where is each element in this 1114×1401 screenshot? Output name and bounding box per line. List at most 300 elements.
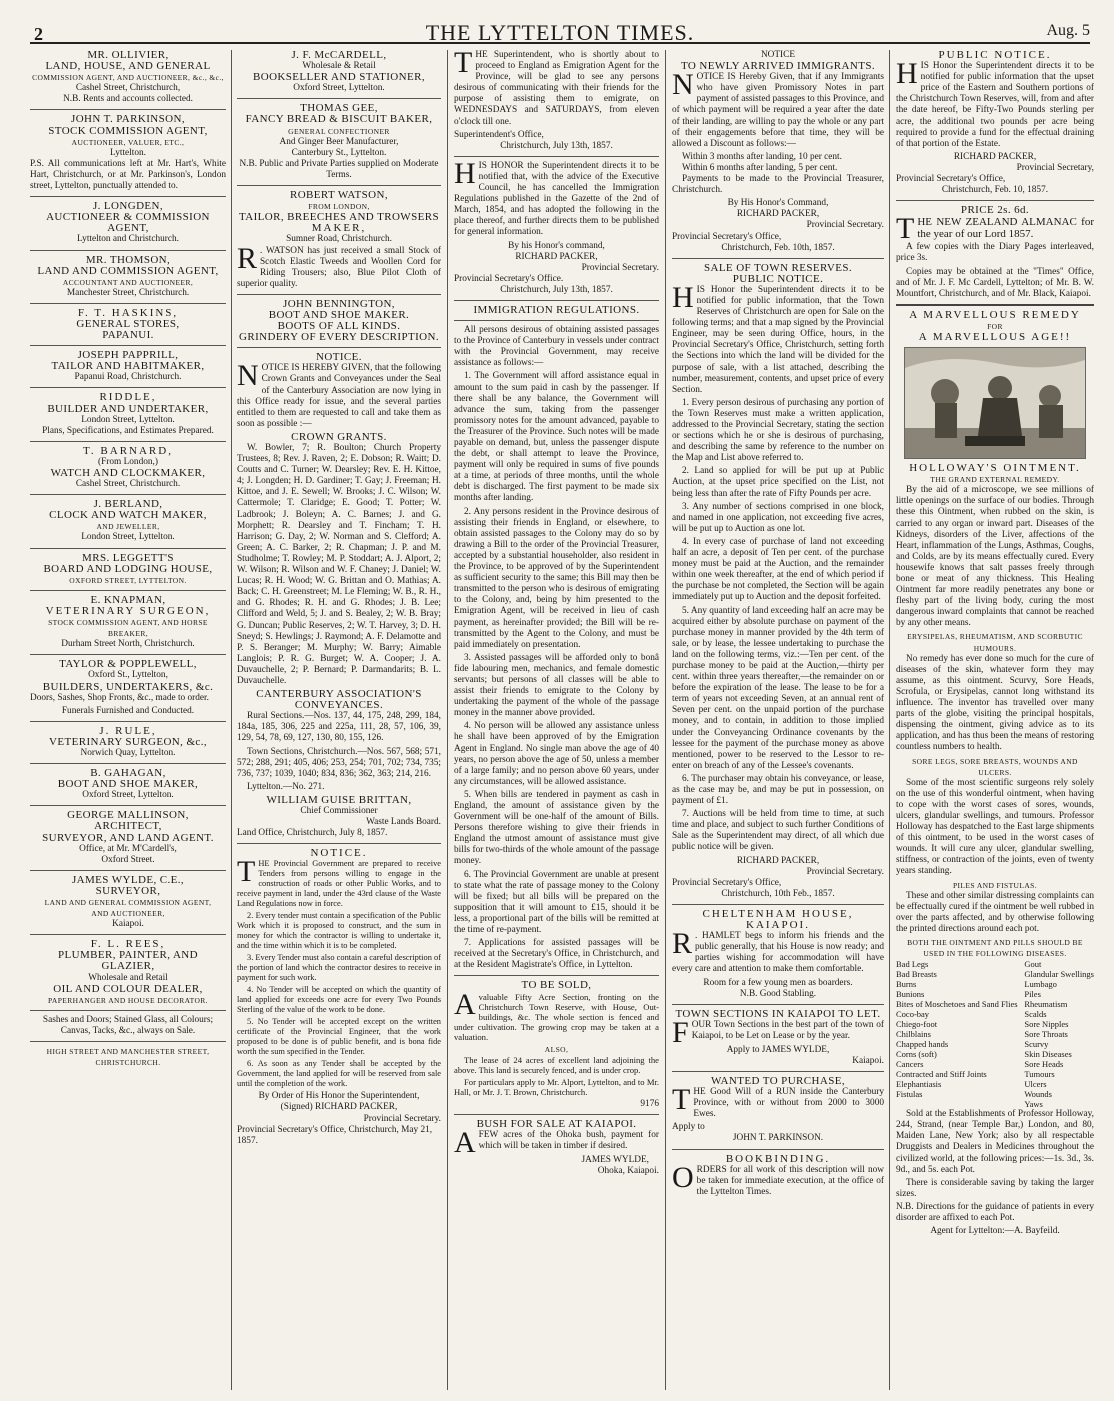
notice-body: IS Honor the Superintendent directs it to be notified for public information, that the Town Reserves of Christchurch are open for Sale on the following terms; and that a map signed by the Provincial Engineer, may be seen during Office, hours, in the Provincial Secretary's Office, Christchurch, setting forth the Sections into which the land will be divided for the purpose of sale, with a list attached, describing the number, measurement, contents, and upset price of every Section.: [672, 284, 884, 395]
advert-line: OIL AND COLOUR DEALER,: [53, 982, 203, 995]
advert-gee: [237, 103, 441, 181]
advert-wylde: [30, 875, 226, 930]
disease-item: Bad Breasts: [896, 969, 937, 980]
advert-line: Norwich Quay, Lyttelton.: [80, 747, 176, 758]
divider: [30, 805, 226, 806]
advert-name: J. F. McCARDELL,: [291, 50, 387, 61]
advert-gahagan: [30, 768, 226, 801]
signature-line: Provincial Secretary,: [1016, 162, 1094, 173]
advert-name: ROBERT WATSON,: [289, 189, 389, 202]
newspaper-title: THE LYTTELTON TIMES.: [425, 20, 695, 45]
drop-cap: A: [454, 987, 476, 1021]
advert-body: valuable Fifty Acre Section, fronting on the Christchurch Town Reserve, with House, Out-buildings, &c. The whole section is fenced and under cultivation. The growing crop may be taken at a valuation.: [454, 991, 659, 1042]
disease-item: Lumbago: [1024, 979, 1057, 990]
advert-bennington: [237, 299, 441, 343]
advert-number: 9176: [640, 1098, 659, 1109]
advert-body: These and other similar distressing complaints can be effectually cured if the ointment be well rubbed in over the parts affected, and by otherwise following the printed directions around each pot.: [896, 890, 1094, 934]
advert-line: FANCY BREAD & BISCUIT BAKER,: [245, 113, 433, 126]
advert-longden: [30, 201, 226, 245]
advert-line: Office, at Mr. M'Cardell's,: [79, 843, 177, 854]
advert-leggett: [30, 553, 226, 586]
notice-paragraph: 3. Every Tender must also contain a careful description of the portion of land which the contractor desires to receive in payment for such work.: [237, 953, 441, 983]
signature: (Signed) RICHARD PACKER,: [280, 1102, 398, 1113]
advert-knapman: [30, 595, 226, 650]
signature: RICHARD PACKER,: [736, 855, 820, 866]
immigration-regulations: [454, 305, 659, 971]
signature-line: Superintendent's Office,: [454, 129, 544, 140]
divider: [237, 843, 441, 844]
notice-paragraph: 3. Assisted passages will be afforded only to bonâ fide labouring men, mechanics, and female domestic servants; but persons of all classes will be able to assist their friends to emigrate to the Colony by undertaking the payment of the whole of the passage money in the manner above provided.: [454, 652, 659, 719]
advert-line: Plans, Specifications, and Estimates Prepared.: [42, 425, 214, 436]
divider: [30, 934, 226, 935]
advert-to-be-sold: [454, 980, 659, 1109]
rural-sections: Rural Sections.—Nos. 137, 44, 175, 248, 299, 184, 184a, 185, 306, 225 and 225a, 111, 28, 57, 106, 39, 129, 54, 78, 69, 127, 130, 80, 155, 126.: [237, 711, 441, 744]
signature-line: Christchurch, 10th Feb., 1857.: [721, 888, 835, 899]
notice-heading: BUSH FOR SALE AT KAIAPOI.: [476, 1117, 637, 1130]
notice-heading: NOTICE: [760, 50, 796, 60]
signature-line: By His Honor's Command,: [727, 198, 829, 209]
advert-line: STOCK COMMISSION AGENT,: [48, 124, 208, 137]
advert-line: Room for a few young men as boarders.: [703, 977, 853, 988]
signature-line: Provincial Secretary.: [806, 220, 884, 231]
divider: [30, 441, 226, 442]
advert-wanted-to-purchase: [672, 1076, 884, 1145]
drop-cap: H: [896, 57, 918, 91]
advert-line: Oxford St., Lyttelton,: [88, 670, 168, 681]
page-number: 2: [34, 24, 43, 44]
advert-name: E. KNAPMAN,: [90, 593, 166, 606]
advert-line: WATCH AND CLOCKMAKER,: [50, 467, 206, 479]
column-2: [237, 50, 441, 1395]
advert-holloway: [896, 463, 1094, 1237]
divider: [237, 185, 441, 186]
advert-line: Kaiapoi.: [852, 1055, 884, 1066]
signature-line: Provincial Secretary's Office,: [672, 231, 782, 242]
signature-line: Provincial Secretary.: [806, 866, 884, 877]
advert-line: VETERINARY SURGEON,: [45, 604, 211, 617]
advert-line: ACCOUNTANT AND AUCTIONEER,: [62, 277, 194, 287]
notice-paragraph: 2. Any persons resident in the Province desirous of assisting their friends in England, or elsewhere, to obtain assisted passages to the Colony may do so by drawing a Bill to the order of the Provincial Treasurer, accepted by a substantial householder, also resident in the Province, to be approved of by the Superintendent as sufficient security to the same; this Bill may then be transmitted to the person who is desirous of emigrating to the Colony, and, being by him presented to the Emigration Agent, will be received in lieu of cash payment, as hereinafter provided; the Bill will be re-transmitted by the Agent to the Colony, and must be paid immediately on presentation.: [454, 506, 659, 650]
notice-paragraph: 1. Every person desirous of purchasing any portion of the Town Reserves must make a written application, addressed to the Provincial Secretary, stating the section or sections which he or she is desirous of purchasing, and describing the same by reference to the number on the Map and List above referred to.: [672, 397, 884, 464]
divider: [30, 196, 226, 197]
advert-line: Oxford Street.: [101, 854, 155, 865]
advert-mccardell: [237, 50, 441, 94]
drop-cap: T: [454, 50, 473, 79]
notice-paragraph: 6. The Provincial Government are unable at present to state what the rate of passage money to the Colony will be fixed; but all bills will be prepared on the supposition that it will amount to £15, should it be less, a proportional part of the bills will be remitted at the time of re-payment.: [454, 869, 659, 936]
drop-cap: F: [672, 1015, 689, 1049]
divider: [454, 320, 659, 321]
advert-name: MRS. LEGGETT'S: [82, 551, 174, 564]
notice-subheading: CROWN GRANTS.: [291, 430, 387, 443]
advert-line: Sashes and Doors; Stained Glass, all Colours; Canvas, Tacks, &c., always on Sale.: [42, 1014, 214, 1036]
disease-item: Elephantiasis: [896, 1079, 942, 1090]
notice-line: Within 3 months after landing, 10 per cent.: [682, 151, 842, 162]
advert-line: Apply to JAMES WYLDE,: [726, 1044, 830, 1055]
advert-name: GEORGE MALLINSON,: [67, 809, 189, 822]
notice-regulations-cancelled: [454, 156, 659, 296]
advert-body: No remedy has ever done so much for the cure of diseases of the skin, whatever form they may assume, as this ointment. Scurvy, Sore Heads, Scrofula, or Erysipelas, cannot long withstand its influence. The inventor has travelled over many parts of the globe, visiting the principal hospitals, dispensing the ointment, giving advice as to its application, and has thus been the means of restoring countless numbers to health.: [896, 653, 1094, 753]
divider: [30, 763, 226, 764]
advert-line: Wholesale and Retail: [88, 972, 168, 983]
advert-body: RDERS for all work of this description will now be taken for immediate execution, at the office of the Lyttelton Times.: [696, 1164, 884, 1197]
divider: [30, 654, 226, 655]
notice-superintendent-emigration: [454, 50, 659, 152]
signature-line: By his Honor's command,: [508, 240, 605, 251]
advert-line: MAKER,: [311, 222, 367, 235]
advert-line: London Street, Lyttelton.: [81, 414, 175, 425]
signature-line: Christchurch, July 13th, 1857.: [500, 140, 613, 151]
advert-line: N.B. Good Stabling.: [739, 988, 817, 999]
notice-body: HE Provincial Government are prepared to receive Tenders from persons willing to engage in the construction of roads or other Public Works, and to receive payment in land, under the 43rd clause of the Waste Land Regulations now in force.: [237, 859, 441, 909]
notice-paragraph: 3. Any number of sections comprised in one block, and named in one application, not exceeding five acres, will be put up to Auction as one lot.: [672, 501, 884, 534]
notice-heading: NOTICE.: [310, 847, 368, 860]
advert-line: LAND AND GENERAL COMMISSION AGENT,: [44, 898, 212, 907]
column-5: [896, 50, 1094, 1395]
disease-item: Ulcers: [1024, 1079, 1047, 1090]
advert-line: Papanui Road, Christchurch.: [74, 372, 182, 383]
advert-line: SURVEYOR,: [95, 884, 161, 897]
advert-name: T. BARNARD,: [83, 444, 173, 457]
advert-line: BUILDER AND UNDERTAKER,: [47, 402, 209, 415]
advert-line: N.B. Public and Private Parties supplied on Moderate Terms.: [239, 158, 439, 180]
signature-line: Christchurch, Feb. 10, 1857.: [941, 185, 1049, 196]
divider: [30, 590, 226, 591]
advert-line: AUCTIONEER, VALUER, ETC.,: [71, 137, 185, 147]
advert-name: JOSEPH PAPPRILL,: [77, 349, 179, 362]
advert-body: There is considerable saving by taking the larger sizes.: [896, 1177, 1094, 1199]
notice-immigrants-discount: [672, 50, 884, 254]
advert-ollivier: [30, 50, 226, 105]
advert-line: AND JEWELLER,: [96, 522, 160, 532]
advert-line: JOHN T. PARKINSON.: [732, 1133, 824, 1144]
advert-berland: [30, 499, 226, 543]
divider: [30, 345, 226, 346]
drop-cap: T: [237, 855, 256, 889]
disease-item: Contracted and Stiff Joints: [896, 1069, 987, 1080]
advert-name: MR. OLLIVIER,: [87, 50, 169, 61]
notice-subheading: ERYSIPELAS, RHEUMATISM, AND SCORBUTIC HUMOURS.: [907, 632, 1083, 653]
masthead: [30, 10, 1090, 44]
advert-mallinson: [30, 810, 226, 865]
notice-heading: SALE OF TOWN RESERVES.: [703, 261, 853, 274]
divider: [672, 1071, 884, 1072]
signature-line: Provincial Secretary's Office.: [454, 273, 564, 284]
divider: [30, 548, 226, 549]
notice-paragraph: 7. Applications for assisted passages will be received at the Secretary's Office, in Christchurch, and at the Resident Magistrate's Office, in Lyttelton.: [454, 938, 659, 971]
notice-body: OTICE IS Hereby Given, that if any Immigrants who have given Promissory Notes in part payment of assisted passages to this Province, and of which payment will be required a year after the date of their landing, are willing to pay the whole or any part of their engagements before that time, they will be allowed a Discount as follows:—: [672, 72, 884, 149]
advert-name: RIDDLE,: [99, 391, 157, 404]
notice-paragraph: 2. Land so applied for will be put up at Public Auction, at the upset price specified on the List, not being less than after the rate of Fifty Pounds per acre.: [672, 466, 884, 499]
advert-papprill: [30, 350, 226, 383]
disease-item: Sore Heads: [1024, 1059, 1064, 1070]
advert-line: AUCTIONEER & COMMISSION AGENT,: [46, 211, 210, 235]
advert-watson: [237, 190, 441, 290]
issue-date: Aug. 5: [1046, 22, 1090, 39]
disease-item: Chiego-foot: [896, 1019, 938, 1030]
notice-paragraph: 4. No Tender will be accepted on which the quantity of land applied for exceeds one acre for every Two Pounds Sterling of the value of the work to be done.: [237, 985, 441, 1015]
advert-name: J. RULE,: [99, 724, 157, 737]
notice-paragraph: 5. When bills are tendered in payment as cash in England, the amount of assistance given by the Government will be one-half of the amount of Bills. Persons therefore wishing to give their friends in England the utmost amount of assistance must give bills for two-thirds of the whole amount of the passage money.: [454, 789, 659, 867]
drop-cap: N: [237, 359, 259, 393]
notice-paragraph: 6. As soon as any Tender shall be accepted by the Government, the land applied for will be reserved from sale until the completion of the work.: [237, 1059, 441, 1089]
advert-line: Wholesale & Retail: [302, 61, 376, 72]
divider: [672, 258, 884, 259]
signature-line: Waste Lands Board.: [366, 817, 441, 828]
column-rule: [231, 50, 232, 1390]
advert-line: Manchester Street, Christchurch.: [66, 287, 190, 298]
advert-line: Durham Street North, Christchurch.: [61, 639, 195, 650]
advert-line: A MARVELLOUS AGE!!: [918, 330, 1072, 343]
divider: [30, 1041, 226, 1042]
advert-line: Oxford Street, Lyttelton.: [293, 83, 385, 94]
signature-line: Provincial Secretary's Office,: [672, 877, 782, 888]
advert-almanac: [896, 205, 1094, 300]
notice-paragraph: 4. In every case of purchase of land not exceeding half an acre, a deposit of Ten per cent. of the purchase money must be paid at the Auction, and the remainder within one week thereafter, at the end of which period if the purchase be not completed, the Section will be again immediately put up to Auction and the deposit forfeited.: [672, 536, 884, 603]
advert-line: Kaiapoi.: [112, 919, 144, 930]
signature-line: By Order of His Honor the Superintendent,: [258, 1091, 420, 1102]
advert-line: Apply to: [672, 1122, 705, 1133]
advert-rees: [30, 939, 226, 1068]
advert-line: Copies may be obtained at the "Times" Office, and of Mr. J. F. Mc Cardell, Lyttelton; of Mr. B. W. Mountfort, Christchurch, and of Mr. Black, Kaiapoi.: [896, 266, 1094, 299]
notice-body: IS HONOR the Superintendent directs it to be notified that, with the advice of the Executive Council, he has cancelled the Immigration Regulations published in the Gazette of the 2nd of March, 1854, and has adopted the following in the place thereof, and further directs them to be published for general information.: [454, 160, 659, 238]
notice-tenders: [237, 848, 441, 1147]
notice-heading: BOOKBINDING.: [725, 1152, 831, 1165]
advert-line: Doors, Sashes, Shop Fronts, &c., made to order.: [30, 692, 209, 703]
divider: [454, 1114, 659, 1115]
drop-cap: H: [454, 156, 476, 190]
signature-line: Provincial Secretary's Office, Christchurch, May 21, 1857.: [237, 1124, 433, 1146]
advert-name: F. T. HASKINS,: [77, 306, 179, 319]
divider: [30, 494, 226, 495]
disease-item: Sore Throats: [1024, 1029, 1068, 1040]
notice-heading: HOLLOWAY'S OINTMENT.: [909, 462, 1081, 475]
notice-subheading: BOTH THE OINTMENT AND PILLS SHOULD BE USED IN THE FOLLOWING DISEASES.: [907, 938, 1083, 959]
disease-item: Glandular Swellings: [1024, 969, 1094, 980]
divider: [30, 303, 226, 304]
divider: [237, 347, 441, 348]
disease-item: Coco-bay: [896, 1009, 930, 1020]
grantee-list: W. Bowler, 7; R. Boulton; Church Property Trustees, 8; Rev. J. Raven, 2; E. Dobson; R. Waitt; D. Coutts and C. Turner; W. Dearsley; Rev. E. H. Kittoe, 4; J. Longden; H. D. Gardiner; T. Gay; J. Freeman; H. Kittoe, and J. E. Sewell; W. Brooks; J. C. Wilson; W. Cattermole; T. Claridge; E. Good; T. Potter; W. Ladbrook; J. Boleyn; A. C. Barnes; J. and G. Morphett; R. Dearsley and T. Fincham; T. H. Harrison; G. Day, 2; W. Norman and S. Clefford; A. Green; A. C. Barker, 2; R. Chapman; J. P. and M. Studholme; T. Rowley; M. P. Stoddart; A. J. Alport, 2; W. Wilson; R. Wilson and W. F. Chaney; J. Daniel; W. Lucas; R. H. Wood; W. G. Brittan and O. Mathias; A. Back; C. H. Greenstreet; M. Le Fleming; W. B., R. H., and G. Rhodes; R. H. and G. Rhodes; J. B. Lee; Clifford and Weld, 5; J. and S. Bealey, 2; W. B. Bray; G. Duncan; Public Reserves, 2; W. T. Harvey, 3; D. H. Sneyd; S. Hewlings; J. Raymond; A. F. Delamotte and P. S. Beranger; M. Murphy; W. Barry; Aimable Langlois; P. R. G. Burget; W. A. Cooper; J. A. Duvauchelle, 2; P. Bernard; P. Darmandarits; B. L. Duvauchelle.: [237, 443, 441, 686]
disease-item: Piles: [1024, 989, 1041, 1000]
signature: JAMES WYLDE,: [581, 1154, 649, 1165]
advert-line: FROM LONDON,: [308, 202, 370, 212]
notice-subheading: SORE LEGS, SORE BREASTS, WOUNDS AND ULCERS.: [912, 756, 1078, 777]
signature-line: Ohoka, Kaiapoi.: [597, 1165, 659, 1176]
disease-item: Chilblains: [896, 1029, 931, 1040]
advert-body: For particulars apply to Mr. Alport, Lyttelton, and to Mr. Hall, or Mr. J. T. Brown, Christchurch.: [454, 1076, 659, 1097]
advert-taylor-popplewell: [30, 659, 226, 716]
advert-body: By the aid of a microscope, we see millions of little openings on the surface of our bodies. Through these this Ointment, when rubbed on the skin, is carried to any organ or inward part. Diseases of the Kidneys, disorders of the Liver, affections of the Heart, inflammation of the Lungs, Asthmas, Coughs, and Colds, are by its means effectually cured. Every housewife knows that salt passes freely through bone or meat of any thickness. This Healing Ointment far more readily penetrates any bone or fleshy part of the living body, curing the most dangerous inward complaints that cannot be reached by any other means.: [896, 485, 1094, 629]
advert-line: Cashel Street, Christchurch.: [75, 479, 181, 490]
divider: [237, 98, 441, 99]
advert-line: TAILOR, BREECHES AND TROWSERS: [239, 211, 439, 224]
divider: [672, 904, 884, 905]
advert-barnard: [30, 446, 226, 490]
advert-line: VETERINARY SURGEON, &c.,: [49, 735, 207, 748]
advert-line: Funerals Furnished and Conducted.: [61, 705, 195, 716]
signature: WILLIAM GUISE BRITTAN,: [266, 793, 412, 806]
advert-line: FOR: [987, 321, 1003, 331]
lyttelton-sections: Lyttelton.—No. 271.: [247, 781, 325, 792]
disease-item: Scurvy: [1024, 1039, 1049, 1050]
disease-item: Chapped hands: [896, 1039, 949, 1050]
advert-name: JAMES WYLDE, C.E.,: [71, 873, 185, 886]
advert-cheltenham-house: [672, 909, 884, 1000]
divider: [896, 200, 1094, 201]
disease-item: Tumours: [1024, 1069, 1055, 1080]
advert-body: . WATSON has just received a small Stock of Scotch Elastic Tweeds and Woollen Cord for Riding Trousers; also, Blue Pilot Cloth of superior quality.: [237, 245, 441, 289]
notice-heading: CHELTENHAM HOUSE,: [702, 907, 854, 920]
divider: [672, 1149, 884, 1150]
diseases-list: [896, 959, 1094, 1109]
notice-line: Within 6 months after landing, 5 per cent.: [682, 162, 838, 173]
signature-line: Christchurch, July 13th, 1857.: [500, 284, 613, 295]
advert-name: JOHN BENNINGTON,: [283, 297, 395, 310]
signature-line: Provincial Secretary's Office,: [896, 174, 1006, 185]
diseases-list-left: [896, 959, 1018, 1109]
divider: [454, 156, 659, 157]
drop-cap: H: [672, 280, 694, 314]
advert-bookbinding: [672, 1154, 884, 1198]
disease-item: Rheumatism: [1024, 999, 1068, 1010]
disease-item: Corns (soft): [896, 1049, 937, 1060]
divider: [30, 870, 226, 871]
notice-paragraph: 5. Any quantity of land exceeding half an acre may be acquired either by absolute purchase on payment of the purchase money in manner provided by the 4th term of sale, or by lease, the lessee undertaking to purchase the land on the following terms, viz.:—Ten per cent. of the purchase money to be paid at the Auction,—thirty per cent. within three years thereafter,—the remainder on or before the expiration of the lease. The lease to be for a term of years not exceeding Seven, at an annual rent of Seven per cent. on the unpaid portion of the purchase money, and to contain, in addition to those implied under the Conveyancing Ordinance covenants by the lessee for the payment of the purchase money as above mentioned, power to be reserved to the Lessor to re-enter on breach of any of the Lessee's covenants.: [672, 605, 884, 771]
notice-heading: IMMIGRATION REGULATIONS.: [473, 303, 640, 316]
signature-line: Chief Commissioner: [300, 806, 378, 816]
disease-item: Fistulas: [896, 1089, 923, 1100]
advert-line: COMMISSION AGENT, AND AUCTIONEER, &c., &c.,: [32, 73, 224, 83]
disease-item: Burns: [896, 979, 917, 990]
advert-line: Sumner Road, Christchurch.: [286, 234, 392, 245]
advert-bush-for-sale: [454, 1119, 659, 1177]
town-sections: Town Sections, Christchurch.—Nos. 567, 568; 571, 572; 288, 291; 405, 406; 253, 254; 701, 702; 734, 735; 736, 737; 1039, 1040; 834, 836; 362, 363; 214, 216.: [237, 746, 441, 779]
column-3: [454, 50, 659, 1395]
notice-paragraph: 5. No Tender will be accepted except on the written certificate of the Provincial Engineer, that the work proposed to be done is of public benefit, and is bona fide worth the sum specified in the Tender.: [237, 1017, 441, 1057]
signature: RICHARD PACKER,: [736, 209, 820, 220]
advert-line: GENERAL CONFECTIONER: [288, 126, 390, 136]
advert-name: MR. THOMSON,: [85, 253, 171, 266]
disease-item: Cancers: [896, 1059, 924, 1070]
notice-paragraph: 2. Every tender must contain a specification of the Public Work which it is proposed to construct, and the sum in money for which the contractor is willing to undertake it, and the time within which it is to be completed.: [237, 911, 441, 951]
disease-item: Sore Nipples: [1024, 1019, 1069, 1030]
advert-parkinson: [30, 114, 226, 192]
advert-body: . HAMLET begs to inform his friends and the public generally, that his House is now ready; and parties wishing for accommodation will have every care and attention to make them comfortable.: [672, 931, 884, 975]
advert-line: LAND, HOUSE, AND GENERAL: [45, 60, 211, 73]
advert-line: (From London,): [98, 456, 158, 467]
advert-line: GENERAL STORES,: [76, 317, 180, 330]
advert-line: Agent for Lyttelton:—A. Bayfeild.: [930, 1226, 1060, 1237]
notice-heading: PUBLIC NOTICE.: [732, 272, 824, 285]
notice-paragraph: 6. The purchaser may obtain his conveyance, or lease, as the case may be, and may be put in possession, on payment of £1.: [672, 773, 884, 807]
holloway-engraving-image: [904, 347, 1086, 459]
notice-subheading: CANTERBURY ASSOCIATION'S CONVEYANCES.: [256, 688, 422, 712]
signature-line: Land Office, Christchurch, July 8, 1857.: [237, 828, 388, 839]
advert-line: London Street, Lyttelton.: [81, 532, 175, 543]
diseases-list-right: [1024, 959, 1094, 1109]
advert-line: ALSO,: [544, 1044, 569, 1054]
advert-line: AND AUCTIONEER,: [91, 909, 165, 919]
advert-line: OXFORD STREET, LYTTELTON.: [69, 575, 187, 585]
divider: [30, 250, 226, 251]
advert-line: BOARD AND LODGING HOUSE,: [43, 562, 213, 575]
advert-name: THOMAS GEE,: [300, 102, 378, 115]
advert-line: BUILDERS, UNDERTAKERS, &c.: [42, 680, 214, 693]
advert-name: TAYLOR & POPPLEWELL,: [59, 658, 197, 671]
advert-line: Cashel Street, Christchurch,: [75, 83, 181, 94]
notice-line: Payments to be made to the Provincial Treasurer, Christchurch.: [672, 174, 884, 196]
signature: RICHARD PACKER,: [953, 151, 1037, 162]
divider: [454, 300, 659, 301]
divider: [30, 721, 226, 722]
column-1: [30, 50, 226, 1395]
advert-body: OUR Town Sections in the best part of the town of Kaiapoi, to be Let on Lease or by the year.: [691, 1019, 884, 1041]
column-rule: [665, 50, 666, 1390]
drop-cap: R: [237, 241, 258, 275]
advert-line: BOOT AND SHOE MAKER,: [57, 778, 199, 791]
advert-line: HIGH STREET AND MANCHESTER STREET, CHRISTCHURCH.: [46, 1047, 210, 1068]
column-rule: [447, 50, 448, 1390]
notice-town-reserves: [672, 263, 884, 900]
marvellous-remedy-heading: [896, 310, 1094, 343]
disease-item: Skin Diseases: [1024, 1049, 1072, 1060]
advert-riddle: [30, 392, 226, 436]
disease-item: Yaws: [1024, 1099, 1043, 1110]
column-4: [672, 50, 884, 1395]
notice-heading: PUBLIC NOTICE.: [938, 50, 1052, 61]
advert-line: Canterbury St., Lyttelton.: [291, 147, 387, 158]
advert-town-sections-kaiapoi: [672, 1009, 884, 1067]
notice-subheading: PILES AND FISTULAS.: [952, 880, 1038, 890]
notice-body: HE Superintendent, who is shortly about to proceed to England as Emigration Agent for the Province, will be glad to see any persons desirous of communicating with their friends for the purpose of assisting them to emigrate, on WEDNESDAYS and SATURDAYS, from eleven o'clock till one.: [454, 50, 659, 127]
notice-paragraph: All persons desirous of obtaining assisted passages to the Province of Canterbury in vessels under contract with the Provincial Government, may receive assistance as follows:—: [454, 325, 659, 369]
advert-thomson: [30, 255, 226, 299]
advert-name: J. LONGDEN,: [92, 200, 164, 213]
advert-line: PAPERHANGER AND HOUSE DECORATOR.: [48, 995, 208, 1005]
divider: [454, 975, 659, 976]
advert-line: ARCHITECT,: [94, 820, 162, 833]
divider: [672, 1004, 884, 1005]
advert-line: PLUMBER, PAINTER, AND GLAZIER,: [57, 949, 198, 973]
advert-name: J. BERLAND,: [93, 498, 163, 511]
advert-body: The lease of 24 acres of excellent land adjoining the above. This land is securely fenced, and is under crop.: [454, 1054, 659, 1075]
signature: RICHARD PACKER,: [515, 251, 598, 262]
drop-cap: N: [672, 68, 694, 102]
advert-line: BOOTS OF ALL KINDS.: [277, 320, 401, 333]
divider: [30, 109, 226, 110]
advert-line: N.B. Rents and accounts collected.: [63, 94, 193, 105]
notice-paragraph: 7. Auctions will be held from time to time, at such time and place, and subject to such further Conditions of Sale as the Superintendent may direct, of all which due public notice will be given.: [672, 809, 884, 853]
advert-line: Oxford Street, Lyttelton.: [82, 790, 174, 801]
divider: [896, 304, 1094, 306]
advert-body: HE Good Will of a RUN inside the Canterbury Province, with or without from 2000 to 3000 Ewes.: [693, 1087, 884, 1120]
advert-line: P.S. All communications left at Mr. Hart's, White Hart, Christchurch, or at Mr. Parkinson's, London street, Lyttelton, punctually attended to.: [30, 158, 226, 192]
advert-haskins: [30, 308, 226, 341]
advert-line: GRINDERY OF EVERY DESCRIPTION.: [238, 331, 440, 344]
signature-line: Provincial Secretary.: [581, 262, 659, 273]
drop-cap: A: [454, 1125, 476, 1159]
drop-cap: R: [672, 927, 693, 961]
notice-paragraph: 1. The Government will afford assistance equal in amount to the sum paid in cash by the passenger. If there shall be any balance, the Government will advance the sum, taking from the passenger promissory notes for the amount advanced, payable to the Treasurer of the Province. Such notes will be made payable on demand, but, unless the passenger dispute the debt, or shall attempt to leave the Province, payment will only be required in sums of five pounds at a time, at periods of three months, until the whole debt is discharged. The first payment to be made six months after landing.: [454, 371, 659, 504]
advert-price: PRICE 2s. 6d.: [960, 204, 1030, 217]
notice-heading: TOWN SECTIONS IN KAIAPOI TO LET.: [675, 1007, 881, 1020]
notice-heading: WANTED TO PURCHASE,: [710, 1074, 845, 1087]
divider: [237, 294, 441, 295]
advert-name: JOHN T. PARKINSON,: [71, 113, 185, 126]
advert-line: CLOCK AND WATCH MAKER,: [49, 509, 207, 522]
advert-line: LAND AND COMMISSION AGENT,: [37, 264, 219, 277]
notice-heading: NOTICE.: [316, 351, 362, 364]
